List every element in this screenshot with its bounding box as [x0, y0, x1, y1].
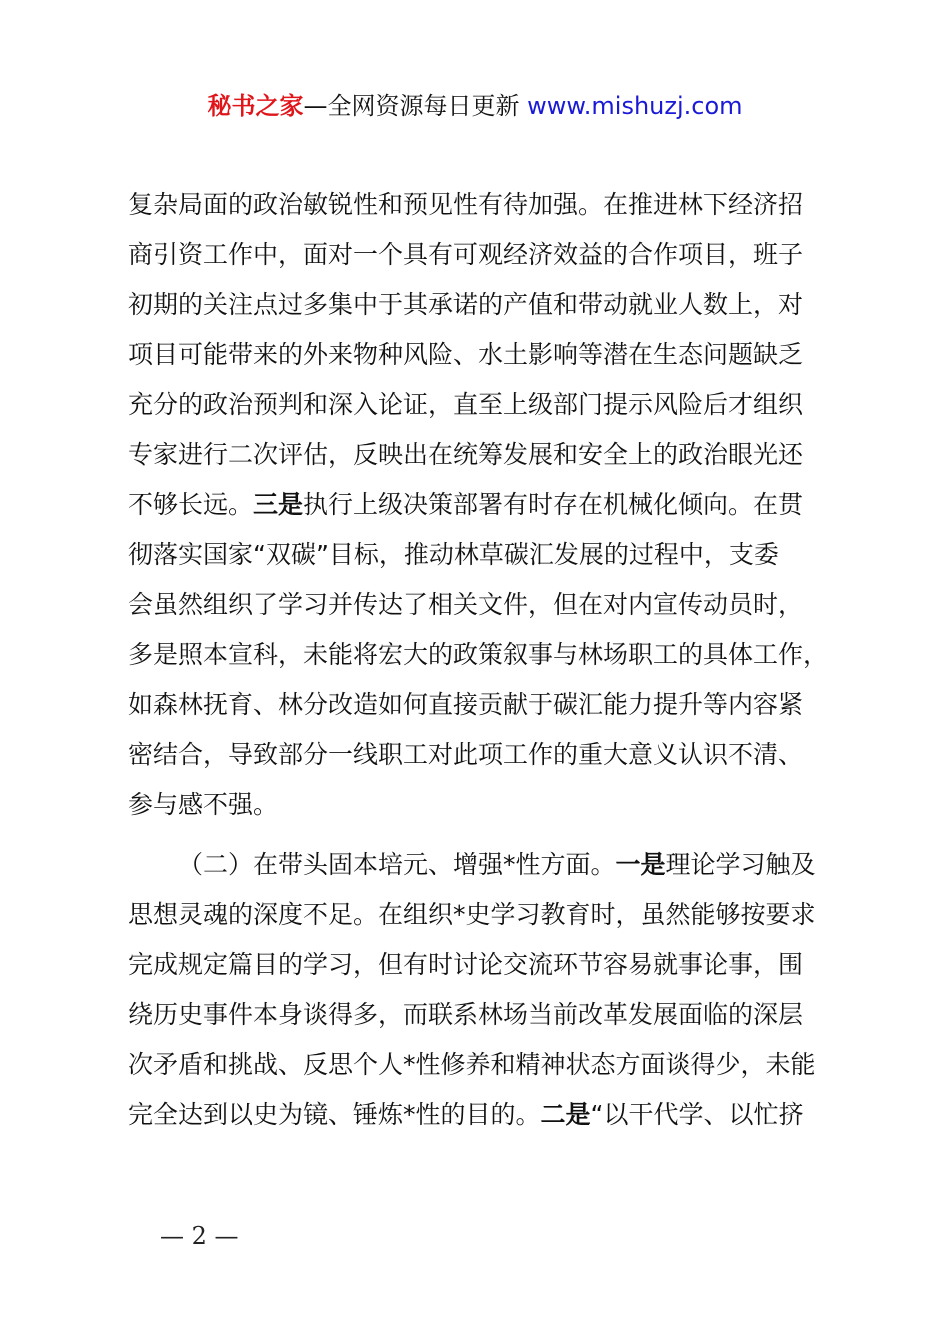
line-text: 参与感不强。 — [128, 790, 279, 819]
text-line — [128, 780, 848, 830]
text-line — [128, 330, 848, 380]
line-text: 密结合，导致部分一线职工对此项工作的重大意义认识不清、 — [128, 740, 804, 769]
site-url-link[interactable]: www.mishuzj.com — [527, 92, 743, 120]
line-text: 初期的关注点过多集中于其承诺的产值和带动就业人数上，对 — [128, 290, 804, 319]
line-text: 次矛盾和挑战、反思个人*性修养和精神状态方面谈得少，未能 — [128, 1050, 816, 1079]
line-text: 充分的政治预判和深入论证，直至上级部门提示风险后才组织 — [128, 390, 804, 419]
text-line — [128, 430, 848, 480]
text-line — [128, 180, 848, 230]
emphasis-text: 三是 — [253, 490, 304, 519]
line-text: 商引资工作中，面对一个具有可观经济效益的合作项目，班子 — [128, 240, 804, 269]
line-text: “以干代学、以忙挤 — [590, 1100, 804, 1129]
site-header — [0, 86, 950, 126]
text-line — [128, 280, 848, 330]
line-text: （二）在带头固本培元、增强*性方面。 — [178, 850, 616, 879]
emphasis-text: 一是 — [615, 850, 666, 879]
line-text: 理论学习触及 — [665, 850, 816, 879]
text-line — [128, 730, 848, 780]
brand-name: 秘书之家 — [207, 92, 304, 120]
line-text: 不够长远。 — [128, 490, 254, 519]
text-line — [128, 890, 848, 940]
text-line — [128, 1090, 848, 1140]
emphasis-text: 二是 — [540, 1100, 591, 1129]
text-line — [128, 940, 848, 990]
text-line — [128, 530, 848, 580]
line-text: 完全达到以史为镜、锤炼*性的目的。 — [128, 1100, 541, 1129]
line-text: 如森林抚育、林分改造如何直接贡献于碳汇能力提升等内容紧 — [128, 690, 804, 719]
text-line — [128, 840, 848, 890]
header-tagline: —全网资源每日更新 — [303, 92, 528, 120]
page-number: — 2 — — [160, 1222, 239, 1250]
text-line — [128, 990, 848, 1040]
line-text: 项目可能带来的外来物种风险、水土影响等潜在生态问题缺乏 — [128, 340, 804, 369]
line-text: 复杂局面的政治敏锐性和预见性有待加强。在推进林下经济招 — [128, 190, 804, 219]
line-text: 完成规定篇目的学习，但有时讨论交流环节容易就事论事，围 — [128, 950, 804, 979]
text-line — [128, 380, 848, 430]
text-line — [128, 630, 848, 680]
line-text: 绕历史事件本身谈得多，而联系林场当前改革发展面临的深层 — [128, 1000, 804, 1029]
text-line — [128, 1040, 848, 1090]
line-text: 思想灵魂的深度不足。在组织*史学习教育时，虽然能够按要求 — [128, 900, 816, 929]
document-body — [128, 180, 848, 1140]
text-line — [128, 580, 848, 630]
line-text: 专家进行二次评估，反映出在统筹发展和安全上的政治眼光还 — [128, 440, 804, 469]
text-line — [128, 230, 848, 280]
text-line — [128, 680, 848, 730]
line-text: 执行上级决策部署有时存在机械化倾向。在贯 — [303, 490, 804, 519]
text-line — [128, 480, 848, 530]
line-text: 会虽然组织了学习并传达了相关文件，但在对内宣传动员时， — [128, 590, 804, 619]
line-text: 多是照本宣科，未能将宏大的政策叙事与林场职工的具体工作， — [128, 640, 829, 669]
line-text: 彻落实国家“双碳”目标，推动林草碳汇发展的过程中，支委 — [128, 540, 779, 569]
